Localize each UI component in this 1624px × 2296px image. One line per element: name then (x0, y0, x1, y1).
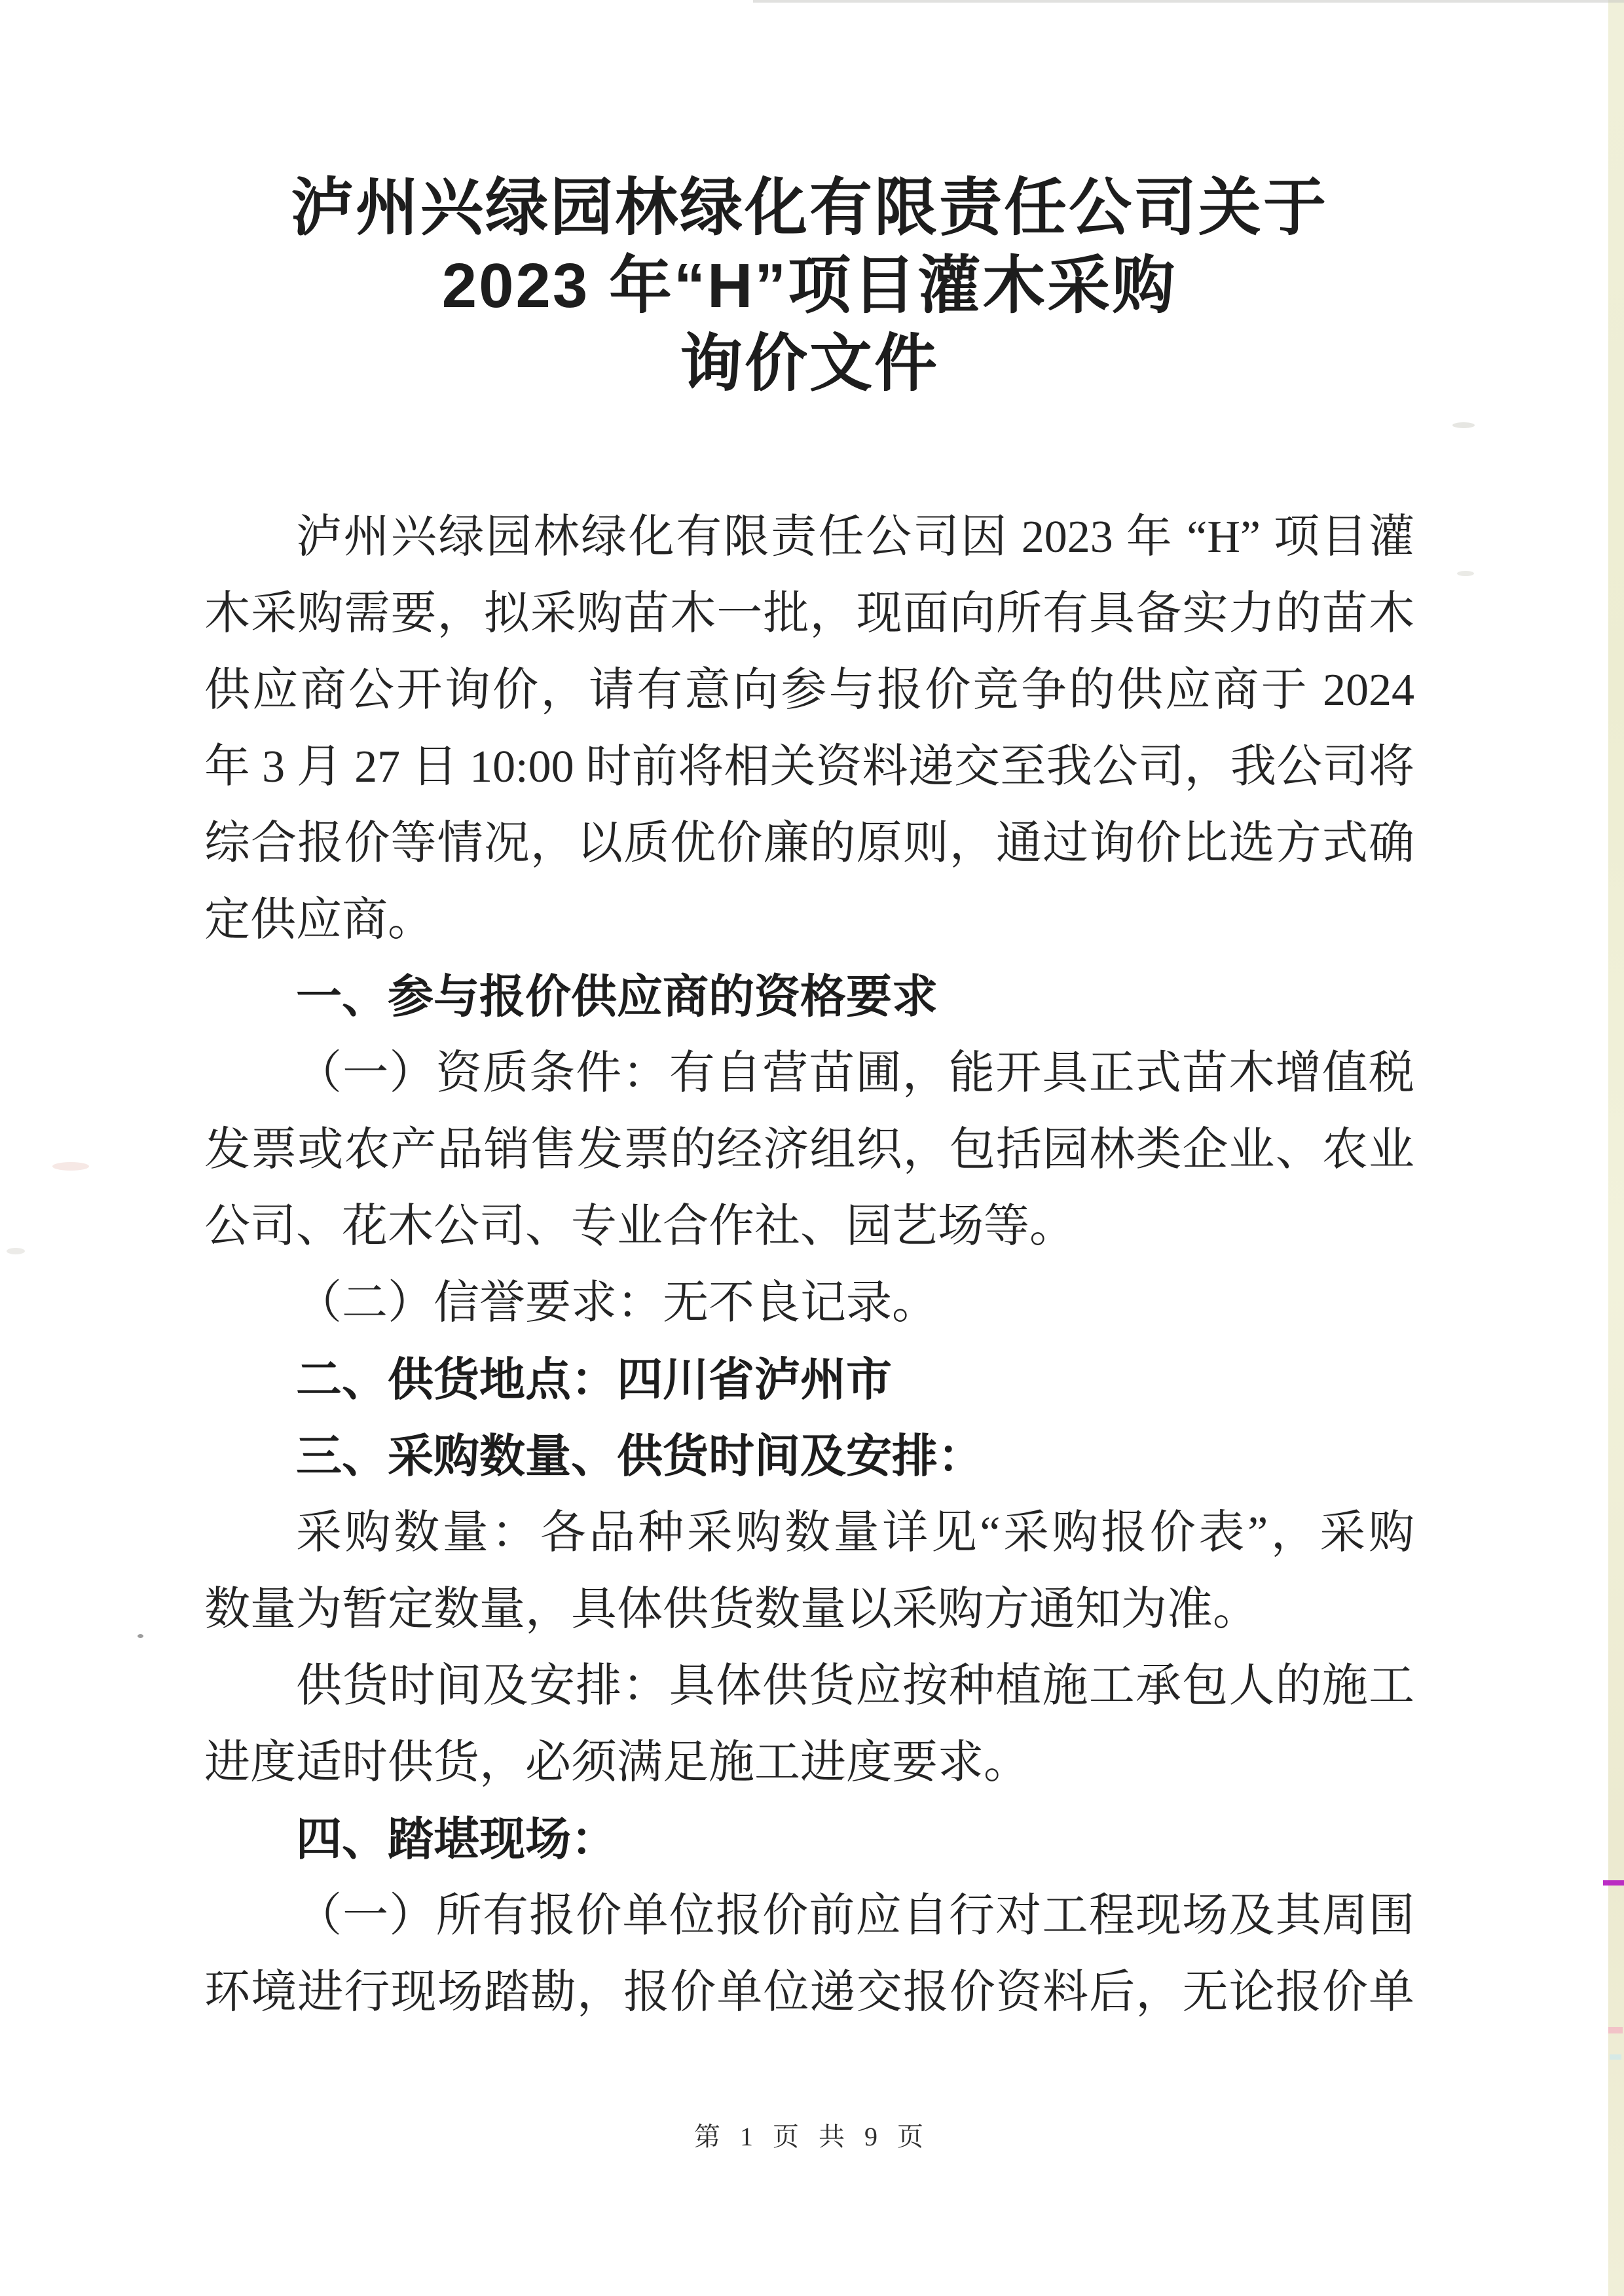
document-line: 年 3 月 27 日 10:00 时前将相关资料递交至我公司，我公司将 (204, 742, 1414, 792)
section-heading: 四、踏堪现场： (296, 1813, 617, 1865)
section-heading: 三、采购数量、供货时间及安排： (296, 1430, 984, 1482)
section-heading: 一、参与报价供应商的资格要求 (296, 971, 938, 1022)
scan-edge-top (753, 0, 1624, 3)
scan-smudge (7, 1248, 25, 1254)
scan-smudge (1457, 571, 1474, 576)
document-body (204, 499, 1414, 2031)
scan-smudge (52, 1162, 89, 1171)
page-number: 第 1 页 共 9 页 (694, 2122, 930, 2151)
document-title (204, 169, 1414, 403)
document-line: （二）信誉要求：无不良记录。 (296, 1278, 938, 1328)
document-line: 进度适时供货，必须满足施工进度要求。 (204, 1738, 1029, 1788)
document-line: 定供应商。 (204, 895, 434, 945)
scan-artifact-magenta (1603, 1880, 1624, 1886)
scan-edge-band (1608, 0, 1624, 2296)
document-line: （一）所有报价单位报价前应自行对工程现场及其周围 (296, 1891, 1414, 1941)
document-line: 环境进行现场踏勘，报价单位递交报价资料后，无论报价单 (204, 1967, 1414, 2018)
document-line: 供应商公开询价，请有意向参与报价竞争的供应商于 2024 (204, 665, 1414, 716)
document-line: 发票或农产品销售发票的经济组织，包括园林类企业、农业 (204, 1125, 1414, 1175)
scan-artifact-pink (1608, 2027, 1623, 2033)
document-line: 木采购需要，拟采购苗木一批，现面向所有具备实力的苗木 (204, 589, 1414, 639)
document-line: 采购数量：各品种采购数量详见“采购报价表”，采购 (296, 1508, 1414, 1558)
page-footer (0, 2116, 1624, 2153)
title-line: 泸州兴绿园林绿化有限责任公司关于 (291, 173, 1328, 243)
scan-smudge (1452, 422, 1475, 428)
title-line: 2023 年“H”项目灌木采购 (441, 251, 1177, 321)
title-line: 询价文件 (680, 329, 939, 399)
scan-speck (138, 1634, 143, 1638)
document-line: （一）资质条件：有自营苗圃，能开具正式苗木增值税 (296, 1048, 1414, 1099)
document-line: 公司、花木公司、专业合作社、园艺场等。 (204, 1201, 1075, 1252)
scan-artifact-cyan (1610, 2054, 1621, 2060)
document-line: 供货时间及安排：具体供货应按种植施工承包人的施工 (296, 1661, 1414, 1711)
document-line: 泸州兴绿园林绿化有限责任公司因 2023 年 “H” 项目灌 (296, 512, 1414, 562)
document-line: 综合报价等情况，以质优价廉的原则，通过询价比选方式确 (204, 818, 1414, 869)
document-line: 数量为暂定数量，具体供货数量以采购方通知为准。 (204, 1584, 1259, 1635)
section-heading: 二、供货地点：四川省泸州市 (296, 1354, 892, 1405)
